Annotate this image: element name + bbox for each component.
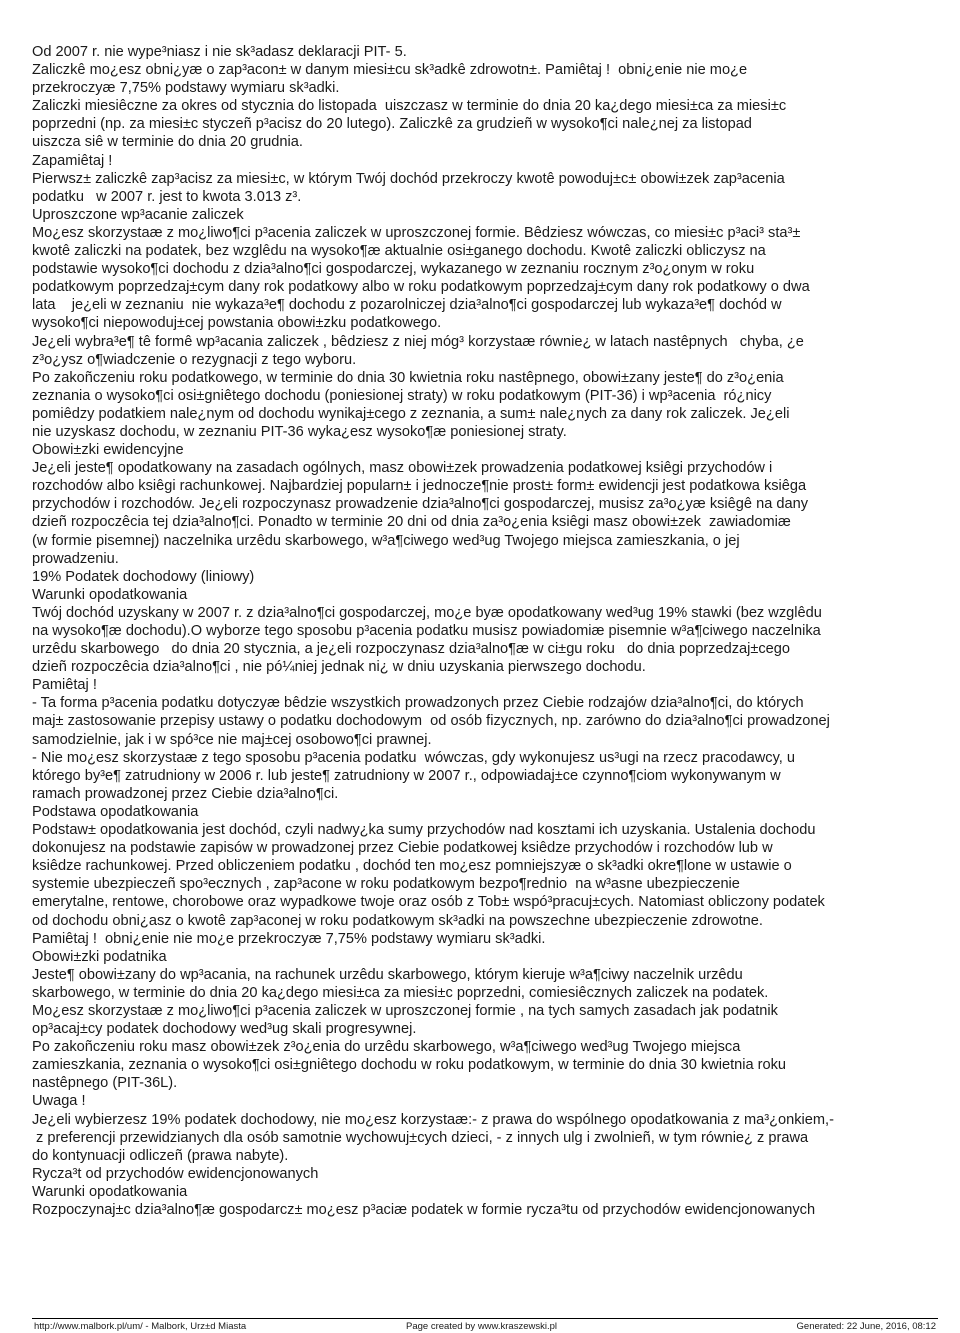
text-line: Mo¿esz skorzystaæ z mo¿liwo¶ci p³acenia zaliczek w uproszczonej formie , na tych samych zasadach jak podatnik bbox=[32, 1002, 778, 1019]
text-line: nie uzyskasz dochodu, w zeznaniu PIT-36 wyka¿esz wysoko¶æ poniesionej straty. bbox=[32, 423, 567, 440]
text-line: zeznania o wysoko¶ci osi±gniêtego dochodu (poniesionej straty) w roku podatkowym (PIT-36) i wp³acenia ró¿nicy bbox=[32, 387, 772, 404]
text-line: Zaliczki miesiêczne za okres od stycznia do listopada uiszczasz w terminie do dnia 20 ka¿dego miesi±ca za miesi±c bbox=[32, 98, 787, 115]
text-line: podatkowym poprzedzaj±cym dany rok podatkowy albo w roku podatkowym poprzedzaj±cym dany rok podatkowy o dwa bbox=[32, 279, 810, 296]
text-line: (w formie pisemnej) naczelnika urzêdu skarbowego, w³a¶ciwego wed³ug Twojego miejsca zamieszkania, o jej bbox=[32, 532, 740, 549]
text-line: maj± zastosowanie przepisy ustawy o podatku dochodowym od osób fizycznych, np. zarówno do dzia³alno¶ci prowadzonej bbox=[32, 713, 830, 730]
text-line: - Ta forma p³acenia podatku dotyczyæ bêdzie wszystkich prowadzonych przez Ciebie rodzajów dzia³alno¶ci, do których bbox=[32, 695, 804, 712]
text-line: uiszcza siê w terminie do dnia 20 grudnia. bbox=[32, 134, 303, 151]
text-line: przychodów i rozchodów. Je¿eli rozpoczynasz prowadzenie dzia³alno¶ci gospodarczej, musisz za³o¿yæ ksiêgê na dany bbox=[32, 496, 809, 513]
footer-generated-date: Generated: 22 June, 2016, 08:12 bbox=[796, 1321, 936, 1332]
text-line: Obowi±zki podatnika bbox=[32, 948, 167, 965]
text-line: z³o¿ysz o¶wiadczenie o rezygnacji z tego wyboru. bbox=[32, 351, 357, 368]
text-line: Je¿eli jeste¶ opodatkowany na zasadach ogólnych, masz obowi±zek prowadzenia podatkowej ksiêgi przychodów i bbox=[32, 460, 773, 477]
text-line: Uproszczone wp³acanie zaliczek bbox=[32, 206, 244, 223]
text-line: rozchodów albo ksiêgi rachunkowej. Najbardziej popularn± i jednocze¶nie prost± form± ewidencji jest podatkowa ksiêga bbox=[32, 478, 807, 495]
text-line: wysoko¶ci niepowoduj±cej powstania obowi±zku podatkowego. bbox=[32, 315, 442, 332]
text-line: Pamiêtaj ! bbox=[32, 677, 97, 694]
text-line: ksiêdze rachunkowej. Przed obliczeniem podatku , dochód ten mo¿esz pomniejszyæ o sk³adki okre¶lone w ustawie o bbox=[32, 858, 792, 875]
text-line: systemie ubezpieczeñ spo³ecznych , zap³acone w roku podatkowym bezpo¶rednio na w³asne ubezpieczenie bbox=[32, 876, 740, 893]
page-footer bbox=[32, 1318, 938, 1333]
text-line: dzieñ rozpoczêcia dzia³alno¶ci , nie pó¼niej jednak ni¿ w dniu uzyskania pierwszego dochodu. bbox=[32, 659, 646, 676]
text-line: dzieñ rozpoczêcia tej dzia³alno¶ci. Ponadto w terminie 20 dni od dnia za³o¿enia ksiêgi masz obowi±zek zawiadomiæ bbox=[32, 514, 791, 531]
footer-url[interactable]: http://www.malbork.pl/um/ - Malbork, Urz±d Miasta bbox=[34, 1321, 247, 1332]
text-line: Rycza³t od przychodów ewidencjonowanych bbox=[32, 1165, 319, 1182]
text-line: Je¿eli wybra³e¶ tê formê wp³acania zaliczek , bêdziesz z niej móg³ korzystaæ równie¿ w latach nastêpnych chyba, ¿e bbox=[32, 333, 804, 350]
text-line: od dochodu obni¿asz o kwotê zap³aconej w roku podatkowym sk³adki na powszechne ubezpieczenie zdrowotne. bbox=[32, 912, 763, 929]
text-line: Pierwsz± zaliczkê zap³acisz za miesi±c, w którym Twój dochód przekroczy kwotê powoduj±c± obowi±zek zap³acenia bbox=[32, 170, 785, 187]
text-line: którego by³e¶ zatrudniony w 2006 r. lub jeste¶ zatrudniony w 2007 r., odpowiadaj±ce czynno¶ciom wykonywanym w bbox=[32, 767, 781, 784]
text-line: Po zakoñczeniu roku podatkowego, w terminie do dnia 30 kwietnia roku nastêpnego, obowi±zany jeste¶ do z³o¿enia bbox=[32, 369, 784, 386]
document-body bbox=[32, 43, 938, 1219]
text-line: pomiêdzy podatkiem nale¿nym od dochodu wynikaj±cego z zeznania, a sum± nale¿nych za dany rok zaliczek. Je¿eli bbox=[32, 405, 790, 422]
text-line: do kontynuacji odliczeñ (prawa nabyte). bbox=[32, 1147, 289, 1164]
text-line: z preferencji przewidzianych dla osób samotnie wychowuj±cych dzieci, - z innych ulg i zwolnieñ, w tym równie¿ z prawa bbox=[32, 1129, 809, 1146]
text-line: Po zakoñczeniu roku masz obowi±zek z³o¿enia do urzêdu skarbowego, w³a¶ciwego wed³ug Twojego miejsca bbox=[32, 1039, 741, 1056]
text-line: zamieszkania, zeznania o wysoko¶ci osi±gniêtego dochodu w roku podatkowym, w terminie do dnia 30 kwietnia roku bbox=[32, 1057, 787, 1074]
text-line: kwotê zaliczki na podatek, bez wzglêdu na wysoko¶æ aktualnie osi±ganego dochodu. Kwotê zaliczki obliczysz na bbox=[32, 243, 766, 260]
text-line: poprzedni (np. za miesi±c styczeñ p³acisz do 20 lutego). Zaliczkê za grudzieñ w wysoko¶ci nale¿nej za listopad bbox=[32, 116, 752, 133]
text-line: Warunki opodatkowania bbox=[32, 586, 188, 603]
text-line: skarbowego, w terminie do dnia 20 ka¿dego miesi±ca za miesi±c poprzedni, comiesiêcznych zaliczek na podatek. bbox=[32, 984, 769, 1001]
footer-credit: Page created by www.kraszewski.pl bbox=[406, 1321, 558, 1332]
text-line: urzêdu skarbowego do dnia 20 stycznia, a je¿eli rozpoczynasz dzia³alno¶æ w ci±gu roku do dnia poprzedzaj±cego bbox=[32, 641, 791, 658]
text-line: 19% Podatek dochodowy (liniowy) bbox=[32, 568, 255, 585]
text-line: Podstawa opodatkowania bbox=[32, 803, 199, 820]
text-line: Zaliczkê mo¿esz obni¿yæ o zap³acon± w danym miesi±cu sk³adkê zdrowotn±. Pamiêtaj ! obni¿enie nie mo¿e bbox=[32, 62, 748, 79]
text-line: przekroczyæ 7,75% podstawy wymiaru sk³adki. bbox=[32, 80, 340, 97]
text-line: Warunki opodatkowania bbox=[32, 1183, 188, 1200]
text-line: podstawie wysoko¶ci dochodu z dzia³alno¶ci gospodarczej, wykazanego w zeznaniu rocznym z³o¿onym w roku bbox=[32, 261, 755, 278]
text-line: podatku w 2007 r. jest to kwota 3.013 z³. bbox=[32, 188, 302, 205]
text-line: Od 2007 r. nie wype³niasz i nie sk³adasz deklaracji PIT- 5. bbox=[32, 44, 407, 60]
text-line: nastêpnego (PIT-36L). bbox=[32, 1075, 178, 1092]
text-line: - Nie mo¿esz skorzystaæ z tego sposobu p³acenia podatku wówczas, gdy wykonujesz us³ugi na rzecz pracodawcy, u bbox=[32, 749, 796, 766]
text-line: na wysoko¶æ dochodu).O wyborze tego sposobu p³acenia podatku musisz powiadomiæ pisemnie w³a¶ciwego naczelnika bbox=[32, 623, 821, 639]
text-line: dokonujesz na podstawie zapisów w prowadzonej przez Ciebie podatkowej ksiêdze przychodów i rozchodów lub w bbox=[32, 840, 773, 857]
text-line: prowadzeniu. bbox=[32, 550, 119, 567]
text-line: Rozpoczynaj±c dzia³alno¶æ gospodarcz± mo¿esz p³aciæ podatek w formie rycza³tu od przychodów ewidencjonowanych bbox=[32, 1202, 816, 1218]
text-line: Podstaw± opodatkowania jest dochód, czyli nadwy¿ka sumy przychodów nad kosztami ich uzyskania. Ustalenia dochodu bbox=[32, 822, 816, 839]
text-line: Je¿eli wybierzesz 19% podatek dochodowy, nie mo¿esz korzystaæ:- z prawa do wspólnego opodatkowania z ma³¿onkiem,- bbox=[32, 1111, 834, 1128]
text-line: Pamiêtaj ! obni¿enie nie mo¿e przekroczyæ 7,75% podstawy wymiaru sk³adki. bbox=[32, 930, 546, 947]
text-line: emerytalne, rentowe, chorobowe oraz wypadkowe twoje oraz osób z Tob± wspó³pracuj±cych. Natomiast obliczony podatek bbox=[32, 894, 825, 911]
text-line: Mo¿esz skorzystaæ z mo¿liwo¶ci p³acenia zaliczek w uproszczonej formie. Bêdziesz wówczas, co miesi±c p³aci³ sta³± bbox=[32, 224, 801, 241]
text-line: Twój dochód uzyskany w 2007 r. z dzia³alno¶ci gospodarczej, mo¿e byæ opodatkowany wed³ug 19% stawki (bez wzglêdu bbox=[32, 604, 822, 621]
text-line: ramach prowadzonej przez Ciebie dzia³alno¶ci. bbox=[32, 785, 339, 802]
text-line: Uwaga ! bbox=[32, 1093, 86, 1110]
text-line: Obowi±zki ewidencyjne bbox=[32, 442, 184, 459]
text-line: samodzielnie, jak i w spó³ce nie maj±cej osobowo¶ci prawnej. bbox=[32, 731, 432, 748]
text-line: lata je¿eli w zeznaniu nie wykaza³e¶ dochodu z pozarolniczej dzia³alno¶ci gospodarczej lub wykaza³e¶ dochód w bbox=[32, 297, 782, 314]
text-line: op³acaj±cy podatek dochodowy wed³ug skali progresywnej. bbox=[32, 1021, 417, 1038]
text-line: Jeste¶ obowi±zany do wp³acania, na rachunek urzêdu skarbowego, którym kieruje w³a¶ciwy naczelnik urzêdu bbox=[32, 966, 743, 983]
text-line: Zapamiêtaj ! bbox=[32, 152, 113, 169]
